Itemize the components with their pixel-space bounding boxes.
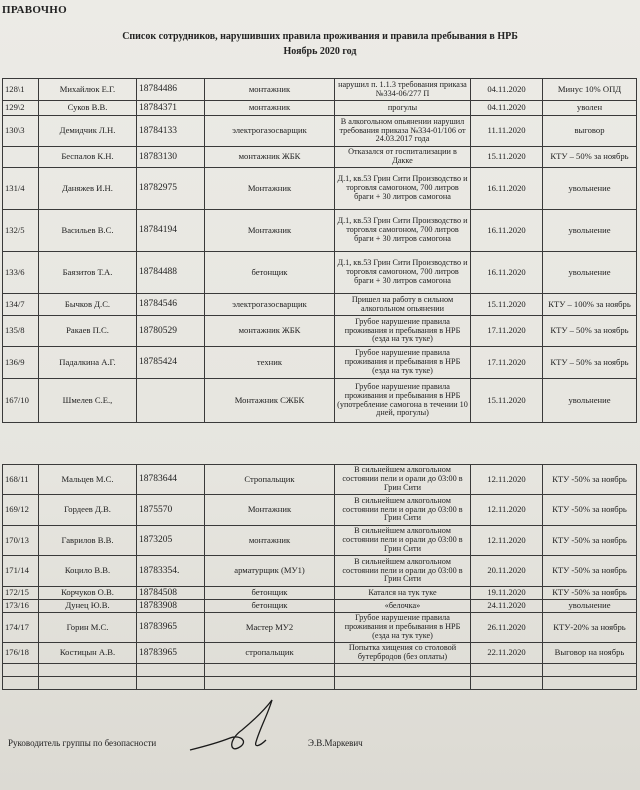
table-row: [3, 664, 637, 677]
row-number: 133/6: [3, 252, 39, 294]
employee-name: Шмелев С.Е.,: [39, 379, 137, 423]
table-row: [3, 316, 637, 347]
violations-table-1: [2, 78, 637, 423]
row-number: 132/5: [3, 210, 39, 252]
violation-text: Д.1, кв.53 Грин Сити Производство и торговля самогоном, 700 литров браги + 30 литров самогона: [335, 210, 471, 252]
document-title: Список сотрудников, нарушивших правила проживания и правила пребывания в НРБ: [122, 31, 518, 42]
employee-id: 18783354.: [137, 556, 205, 587]
table-row: [3, 600, 637, 613]
violation-text: Д.1, кв.53 Грин Сити Производство и торговля самогоном, 700 литров браги + 30 литров самогона: [335, 252, 471, 294]
employee-id: 18784133: [137, 116, 205, 147]
penalty-text: КТУ -50% за ноябрь: [543, 526, 637, 556]
penalty-text: уволен: [543, 101, 637, 116]
employee-id: 18783965: [137, 613, 205, 643]
table-row: [3, 677, 637, 690]
penalty-text: КТУ -50% за ноябрь: [543, 587, 637, 600]
employee-name: Михайлюк Е.Г.: [39, 79, 137, 101]
table-row: [3, 294, 637, 316]
row-number: 176/18: [3, 643, 39, 664]
table-row: [3, 168, 637, 210]
row-number: 134/7: [3, 294, 39, 316]
penalty-text: увольнение: [543, 379, 637, 423]
row-number: 172/15: [3, 587, 39, 600]
row-number: 173/16: [3, 600, 39, 613]
table-row: [3, 79, 637, 101]
employee-id: 1873205: [137, 526, 205, 556]
employee-position: бетонщик: [205, 600, 335, 613]
violation-date: 24.11.2020: [471, 600, 543, 613]
employee-position: электрогазосварщик: [205, 294, 335, 316]
violation-date: 17.11.2020: [471, 316, 543, 347]
penalty-text: КТУ-20% за ноябрь: [543, 613, 637, 643]
violation-text: «белочка»: [335, 600, 471, 613]
employee-id: 18784371: [137, 101, 205, 116]
violation-date: 22.11.2020: [471, 643, 543, 664]
penalty-text: КТУ – 50% за ноябрь: [543, 147, 637, 168]
row-number: [3, 664, 39, 677]
employee-name: Беспалов К.Н.: [39, 147, 137, 168]
employee-id: [137, 379, 205, 423]
row-number: 128\1: [3, 79, 39, 101]
violation-text: нарушил п. 1.1.3 требования приказа №334-06/277 П: [335, 79, 471, 101]
signature-graphic: [180, 690, 300, 760]
employee-name: Падалкина А.Г.: [39, 347, 137, 379]
penalty-text: [543, 677, 637, 690]
violations-table-2: [2, 464, 637, 690]
violation-text: Д.1, кв.53 Грин Сити Производство и торговля самогоном, 700 литров браги + 30 литров самогона: [335, 168, 471, 210]
violation-date: 19.11.2020: [471, 587, 543, 600]
violation-text: Грубое нарушение правила проживания и пребывания в НРБ (езда на тук туке): [335, 347, 471, 379]
violation-text: В сильнейшем алкогольном состоянии пели и орали до 03:00 в Грин Сити: [335, 556, 471, 587]
employee-position: бетонщик: [205, 252, 335, 294]
table-row: [3, 556, 637, 587]
employee-position: монтажник: [205, 526, 335, 556]
row-number: 130\3: [3, 116, 39, 147]
footer-role: Руководитель группы по безопасности: [8, 738, 157, 748]
violation-text: Катался на тук туке: [335, 587, 471, 600]
employee-name: Костицын А.В.: [39, 643, 137, 664]
table-row: [3, 526, 637, 556]
table-row: [3, 347, 637, 379]
violation-date: 16.11.2020: [471, 252, 543, 294]
violation-date: 20.11.2020: [471, 556, 543, 587]
table-row: [3, 495, 637, 526]
row-number: 136/9: [3, 347, 39, 379]
table-row: [3, 587, 637, 600]
employee-id: 18784546: [137, 294, 205, 316]
employee-name: [39, 677, 137, 690]
row-number: 171/14: [3, 556, 39, 587]
employee-position: Монтажник СЖБК: [205, 379, 335, 423]
employee-name: Мальцев М.С.: [39, 465, 137, 495]
violation-date: [471, 677, 543, 690]
row-number: 169/12: [3, 495, 39, 526]
violation-date: 04.11.2020: [471, 79, 543, 101]
row-number: 135/8: [3, 316, 39, 347]
penalty-text: выговор: [543, 116, 637, 147]
violation-text: [335, 677, 471, 690]
employee-position: Стропальщик: [205, 465, 335, 495]
employee-name: Горин М.С.: [39, 613, 137, 643]
table-row: [3, 210, 637, 252]
employee-name: [39, 664, 137, 677]
violation-text: Грубое нарушение правила проживания и пребывания в НРБ (езда на тук туке): [335, 316, 471, 347]
employee-id: 18785424: [137, 347, 205, 379]
penalty-text: Минус 10% ОПД: [543, 79, 637, 101]
footer-signer: Э.В.Маркевич: [308, 738, 363, 748]
violation-text: В сильнейшем алкогольном состоянии пели и орали до 03:00 в Грин Сити: [335, 526, 471, 556]
violation-date: 15.11.2020: [471, 294, 543, 316]
employee-name: Корчуков О.В.: [39, 587, 137, 600]
employee-position: электрогазосварщик: [205, 116, 335, 147]
penalty-text: КТУ – 100% за ноябрь: [543, 294, 637, 316]
employee-name: Коцило В.В.: [39, 556, 137, 587]
row-number: 174/17: [3, 613, 39, 643]
violation-text: Грубое нарушение правила проживания и пребывания в НРБ (употребление самогона в течении 10 дней, прогулы): [335, 379, 471, 423]
employee-id: 18784488: [137, 252, 205, 294]
corner-label: ПРАВОЧНО: [2, 4, 68, 16]
violation-date: 12.11.2020: [471, 465, 543, 495]
employee-position: бетонщик: [205, 587, 335, 600]
employee-id: [137, 664, 205, 677]
violation-date: [471, 664, 543, 677]
penalty-text: КТУ -50% за ноябрь: [543, 495, 637, 526]
penalty-text: КТУ – 50% за ноябрь: [543, 316, 637, 347]
violation-date: 17.11.2020: [471, 347, 543, 379]
violation-text: [335, 664, 471, 677]
employee-name: Баязитов Т.А.: [39, 252, 137, 294]
employee-name: Гаврилов В.В.: [39, 526, 137, 556]
employee-id: 18783130: [137, 147, 205, 168]
violation-text: прогулы: [335, 101, 471, 116]
violation-date: 04.11.2020: [471, 101, 543, 116]
employee-position: Монтажник: [205, 210, 335, 252]
employee-id: 18784508: [137, 587, 205, 600]
table-row: [3, 379, 637, 423]
violation-date: 16.11.2020: [471, 210, 543, 252]
table-row: [3, 116, 637, 147]
violation-text: Отказался от госпитализации в Дакке: [335, 147, 471, 168]
row-number: 129\2: [3, 101, 39, 116]
violation-text: Пришел на работу в сильном алкогольном опьянении: [335, 294, 471, 316]
employee-name: Васильев В.С.: [39, 210, 137, 252]
violation-text: Попытка хищения со столовой бутербродов (без оплаты): [335, 643, 471, 664]
table-row: [3, 252, 637, 294]
row-number: 170/13: [3, 526, 39, 556]
violation-text: Грубое нарушение правила проживания и пребывания в НРБ (езда на тук туке): [335, 613, 471, 643]
employee-name: Ракаев П.С.: [39, 316, 137, 347]
employee-position: Монтажник: [205, 168, 335, 210]
row-number: 131/4: [3, 168, 39, 210]
penalty-text: Выговор на ноябрь: [543, 643, 637, 664]
penalty-text: [543, 664, 637, 677]
employee-name: Суков В.В.: [39, 101, 137, 116]
row-number: 168/11: [3, 465, 39, 495]
employee-id: 18784486: [137, 79, 205, 101]
penalty-text: увольнение: [543, 210, 637, 252]
penalty-text: КТУ – 50% за ноябрь: [543, 347, 637, 379]
penalty-text: увольнение: [543, 600, 637, 613]
document-subtitle: Ноябрь 2020 год: [283, 46, 357, 57]
employee-id: 18783965: [137, 643, 205, 664]
employee-position: стропальщик: [205, 643, 335, 664]
row-number: [3, 147, 39, 168]
violation-text: В сильнейшем алкогольном состоянии пели и орали до 03:00 в Грин Сити: [335, 465, 471, 495]
violation-date: 26.11.2020: [471, 613, 543, 643]
employee-name: Бычков Д.С.: [39, 294, 137, 316]
table-row: [3, 147, 637, 168]
violation-date: 12.11.2020: [471, 526, 543, 556]
violation-date: 15.11.2020: [471, 147, 543, 168]
violation-date: 16.11.2020: [471, 168, 543, 210]
employee-name: Даняжев И.Н.: [39, 168, 137, 210]
table-row: [3, 101, 637, 116]
employee-id: 18782975: [137, 168, 205, 210]
violation-date: 12.11.2020: [471, 495, 543, 526]
employee-id: 18784194: [137, 210, 205, 252]
penalty-text: КТУ -50% за ноябрь: [543, 465, 637, 495]
employee-id: [137, 677, 205, 690]
violation-text: В сильнейшем алкогольном состоянии пели и орали до 03:00 в Грин Сити: [335, 495, 471, 526]
employee-position: Монтажник: [205, 495, 335, 526]
employee-position: [205, 664, 335, 677]
employee-name: Гордеев Д.В.: [39, 495, 137, 526]
employee-name: Демидчик Л.Н.: [39, 116, 137, 147]
employee-id: 18783644: [137, 465, 205, 495]
employee-id: 18783908: [137, 600, 205, 613]
violation-text: В алкогольном опьянении нарушил требования приказа №334-01/106 от 24.03.2017 года: [335, 116, 471, 147]
row-number: 167/10: [3, 379, 39, 423]
employee-id: 18780529: [137, 316, 205, 347]
employee-position: монтажник ЖБК: [205, 316, 335, 347]
employee-position: Мастер МУ2: [205, 613, 335, 643]
employee-position: арматурщик (МУ1): [205, 556, 335, 587]
penalty-text: увольнение: [543, 168, 637, 210]
table-row: [3, 465, 637, 495]
violation-date: 15.11.2020: [471, 379, 543, 423]
penalty-text: увольнение: [543, 252, 637, 294]
employee-position: монтажник: [205, 79, 335, 101]
employee-name: Дунец Ю.В.: [39, 600, 137, 613]
table-row: [3, 643, 637, 664]
employee-id: 1875570: [137, 495, 205, 526]
employee-position: [205, 677, 335, 690]
employee-position: техник: [205, 347, 335, 379]
employee-position: монтажник ЖБК: [205, 147, 335, 168]
table-row: [3, 613, 637, 643]
penalty-text: КТУ -50% за ноябрь: [543, 556, 637, 587]
employee-position: монтажник: [205, 101, 335, 116]
row-number: [3, 677, 39, 690]
violation-date: 11.11.2020: [471, 116, 543, 147]
